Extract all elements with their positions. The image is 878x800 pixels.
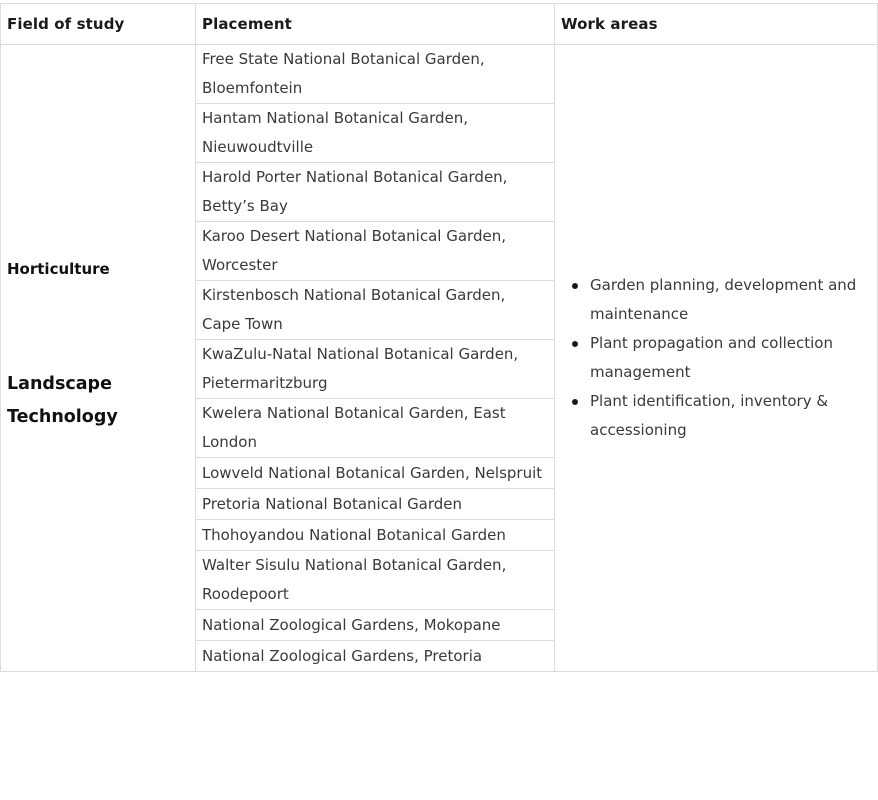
field-of-study-cell xyxy=(1,45,196,672)
placement-cell: National Zoological Gardens, Pretoria xyxy=(196,641,555,672)
placement-cell: Lowveld National Botanical Garden, Nelspruit xyxy=(196,458,555,489)
work-areas-cell xyxy=(555,45,878,672)
placement-cell: Karoo Desert National Botanical Garden, Worcester xyxy=(196,222,555,281)
header-placement: Placement xyxy=(196,4,555,45)
field-horticulture: Horticulture xyxy=(7,260,110,278)
bullet-icon xyxy=(572,341,578,347)
placement-cell: Hantam National Botanical Garden, Nieuwoudtville xyxy=(196,104,555,163)
header-field-of-study: Field of study xyxy=(1,4,196,45)
work-areas-list xyxy=(561,271,871,445)
field-landscape-technology: Landscape Technology xyxy=(7,374,118,427)
work-area-text: Garden planning, development and maintenance xyxy=(590,276,857,323)
placement-cell: Harold Porter National Botanical Garden, Betty’s Bay xyxy=(196,163,555,222)
work-area-text: Plant identification, inventory & accessioning xyxy=(590,392,829,439)
list-item xyxy=(590,329,871,387)
work-area-text: Plant propagation and collection management xyxy=(590,334,833,381)
placement-cell: Free State National Botanical Garden, Bloemfontein xyxy=(196,45,555,104)
placement-cell: KwaZulu-Natal National Botanical Garden, Pietermaritzburg xyxy=(196,340,555,399)
placement-cell: Kirstenbosch National Botanical Garden, Cape Town xyxy=(196,281,555,340)
bullet-icon xyxy=(572,399,578,405)
placement-cell: Pretoria National Botanical Garden xyxy=(196,489,555,520)
table-row xyxy=(1,45,878,104)
list-item xyxy=(590,387,871,445)
placement-cell: National Zoological Gardens, Mokopane xyxy=(196,610,555,641)
header-work-areas: Work areas xyxy=(555,4,878,45)
placement-cell: Kwelera National Botanical Garden, East London xyxy=(196,399,555,458)
table-header-row xyxy=(1,4,878,45)
placement-cell: Thohoyandou National Botanical Garden xyxy=(196,520,555,551)
list-item xyxy=(590,271,871,329)
placement-table xyxy=(0,3,878,672)
bullet-icon xyxy=(572,283,578,289)
placement-cell: Walter Sisulu National Botanical Garden, Roodepoort xyxy=(196,551,555,610)
